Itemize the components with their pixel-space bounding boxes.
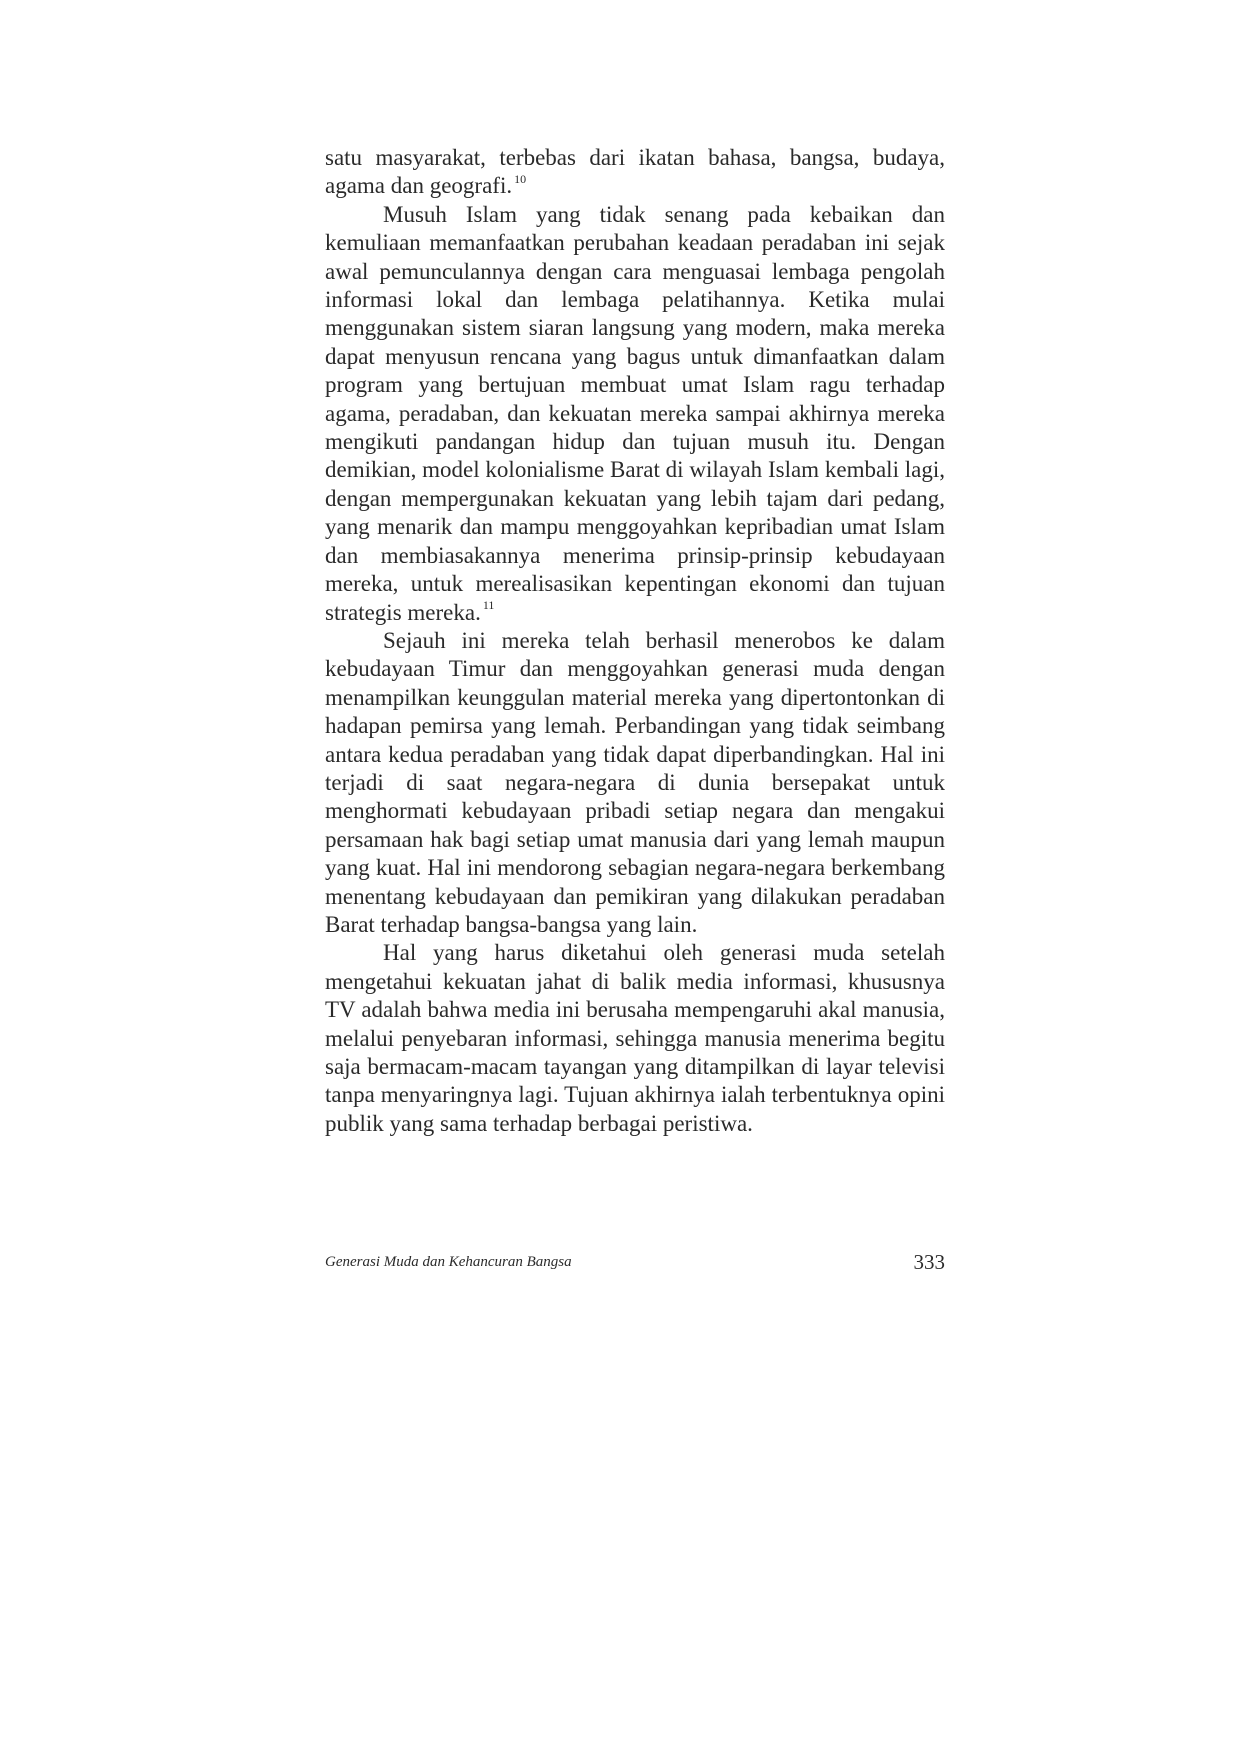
paragraph-2-text: Musuh Islam yang tidak senang pada kebaikan dan kemuliaan memanfaatkan perubahan keadaan peradaban ini sejak awal pemunculannya dengan cara menguasai lembaga pengolah informasi lokal dan lembaga pelatihannya. Ketika mulai menggunakan sistem siaran langsung yang modern, maka mereka dapat menyusun rencana yang bagus untuk dimanfaatkan dalam program yang bertujuan membuat umat Islam ragu terhadap agama, peradaban, dan kekuatan mereka sampai akhirnya mereka mengikuti pandangan hidup dan tujuan musuh itu. Dengan demikian, model kolonialisme Barat di wilayah Islam kembali lagi, dengan mempergunakan kekuatan yang lebih tajam dari pedang, yang menarik dan mampu menggoyahkan kepribadian umat Islam dan membiasakannya menerima prinsip-prinsip kebudayaan mereka, untuk merealisasikan kepentingan ekonomi dan tujuan strategis mereka. [325, 201, 945, 625]
body-text [325, 144, 945, 1138]
page-footer [325, 1250, 945, 1280]
paragraph-3-text: Sejauh ini mereka telah berhasil menerobos ke dalam kebudayaan Timur dan menggoyahkan generasi muda dengan menampilkan keunggulan material mereka yang dipertontonkan di hadapan pemirsa yang lemah. Perbandingan yang tidak seimbang antara kedua peradaban yang tidak dapat diperbandingkan. Hal ini terjadi di saat negara-negara di dunia bersepakat untuk menghormati kebudayaan pribadi setiap negara dan mengakui persamaan hak bagi setiap umat manusia dari yang lemah maupun yang kuat. Hal ini mendorong sebagian negara-negara berkembang menentang kebudayaan dan pemikiran yang dilakukan peradaban Barat terhadap bangsa-bangsa yang lain. [325, 627, 945, 937]
paragraph-4 [325, 939, 945, 1138]
paragraph-3 [325, 627, 945, 939]
paragraph-1-text: satu masyarakat, terbebas dari ikatan bahasa, bangsa, budaya, agama dan geografi. [325, 145, 945, 199]
paragraph-2 [325, 201, 945, 627]
paragraph-4-text: Hal yang harus diketahui oleh generasi muda setelah mengetahui kekuatan jahat di balik media informasi, khususnya TV adalah bahwa media ini berusaha mempengaruhi akal manusia, melalui penyebaran informasi, sehingga manusia menerima begitu saja bermacam-macam tayangan yang ditampilkan di layar televisi tanpa menyaringnya lagi. Tujuan akhirnya ialah terbentuknya opini publik yang sama terhadap berbagai peristiwa. [325, 940, 945, 1136]
footnote-ref-11: 11 [482, 597, 495, 612]
footnote-ref-10: 10 [514, 171, 527, 186]
running-title: Generasi Muda dan Kehancuran Bangsa [325, 1254, 572, 1270]
page-number: 333 [913, 1250, 945, 1274]
paragraph-1 [325, 144, 945, 201]
